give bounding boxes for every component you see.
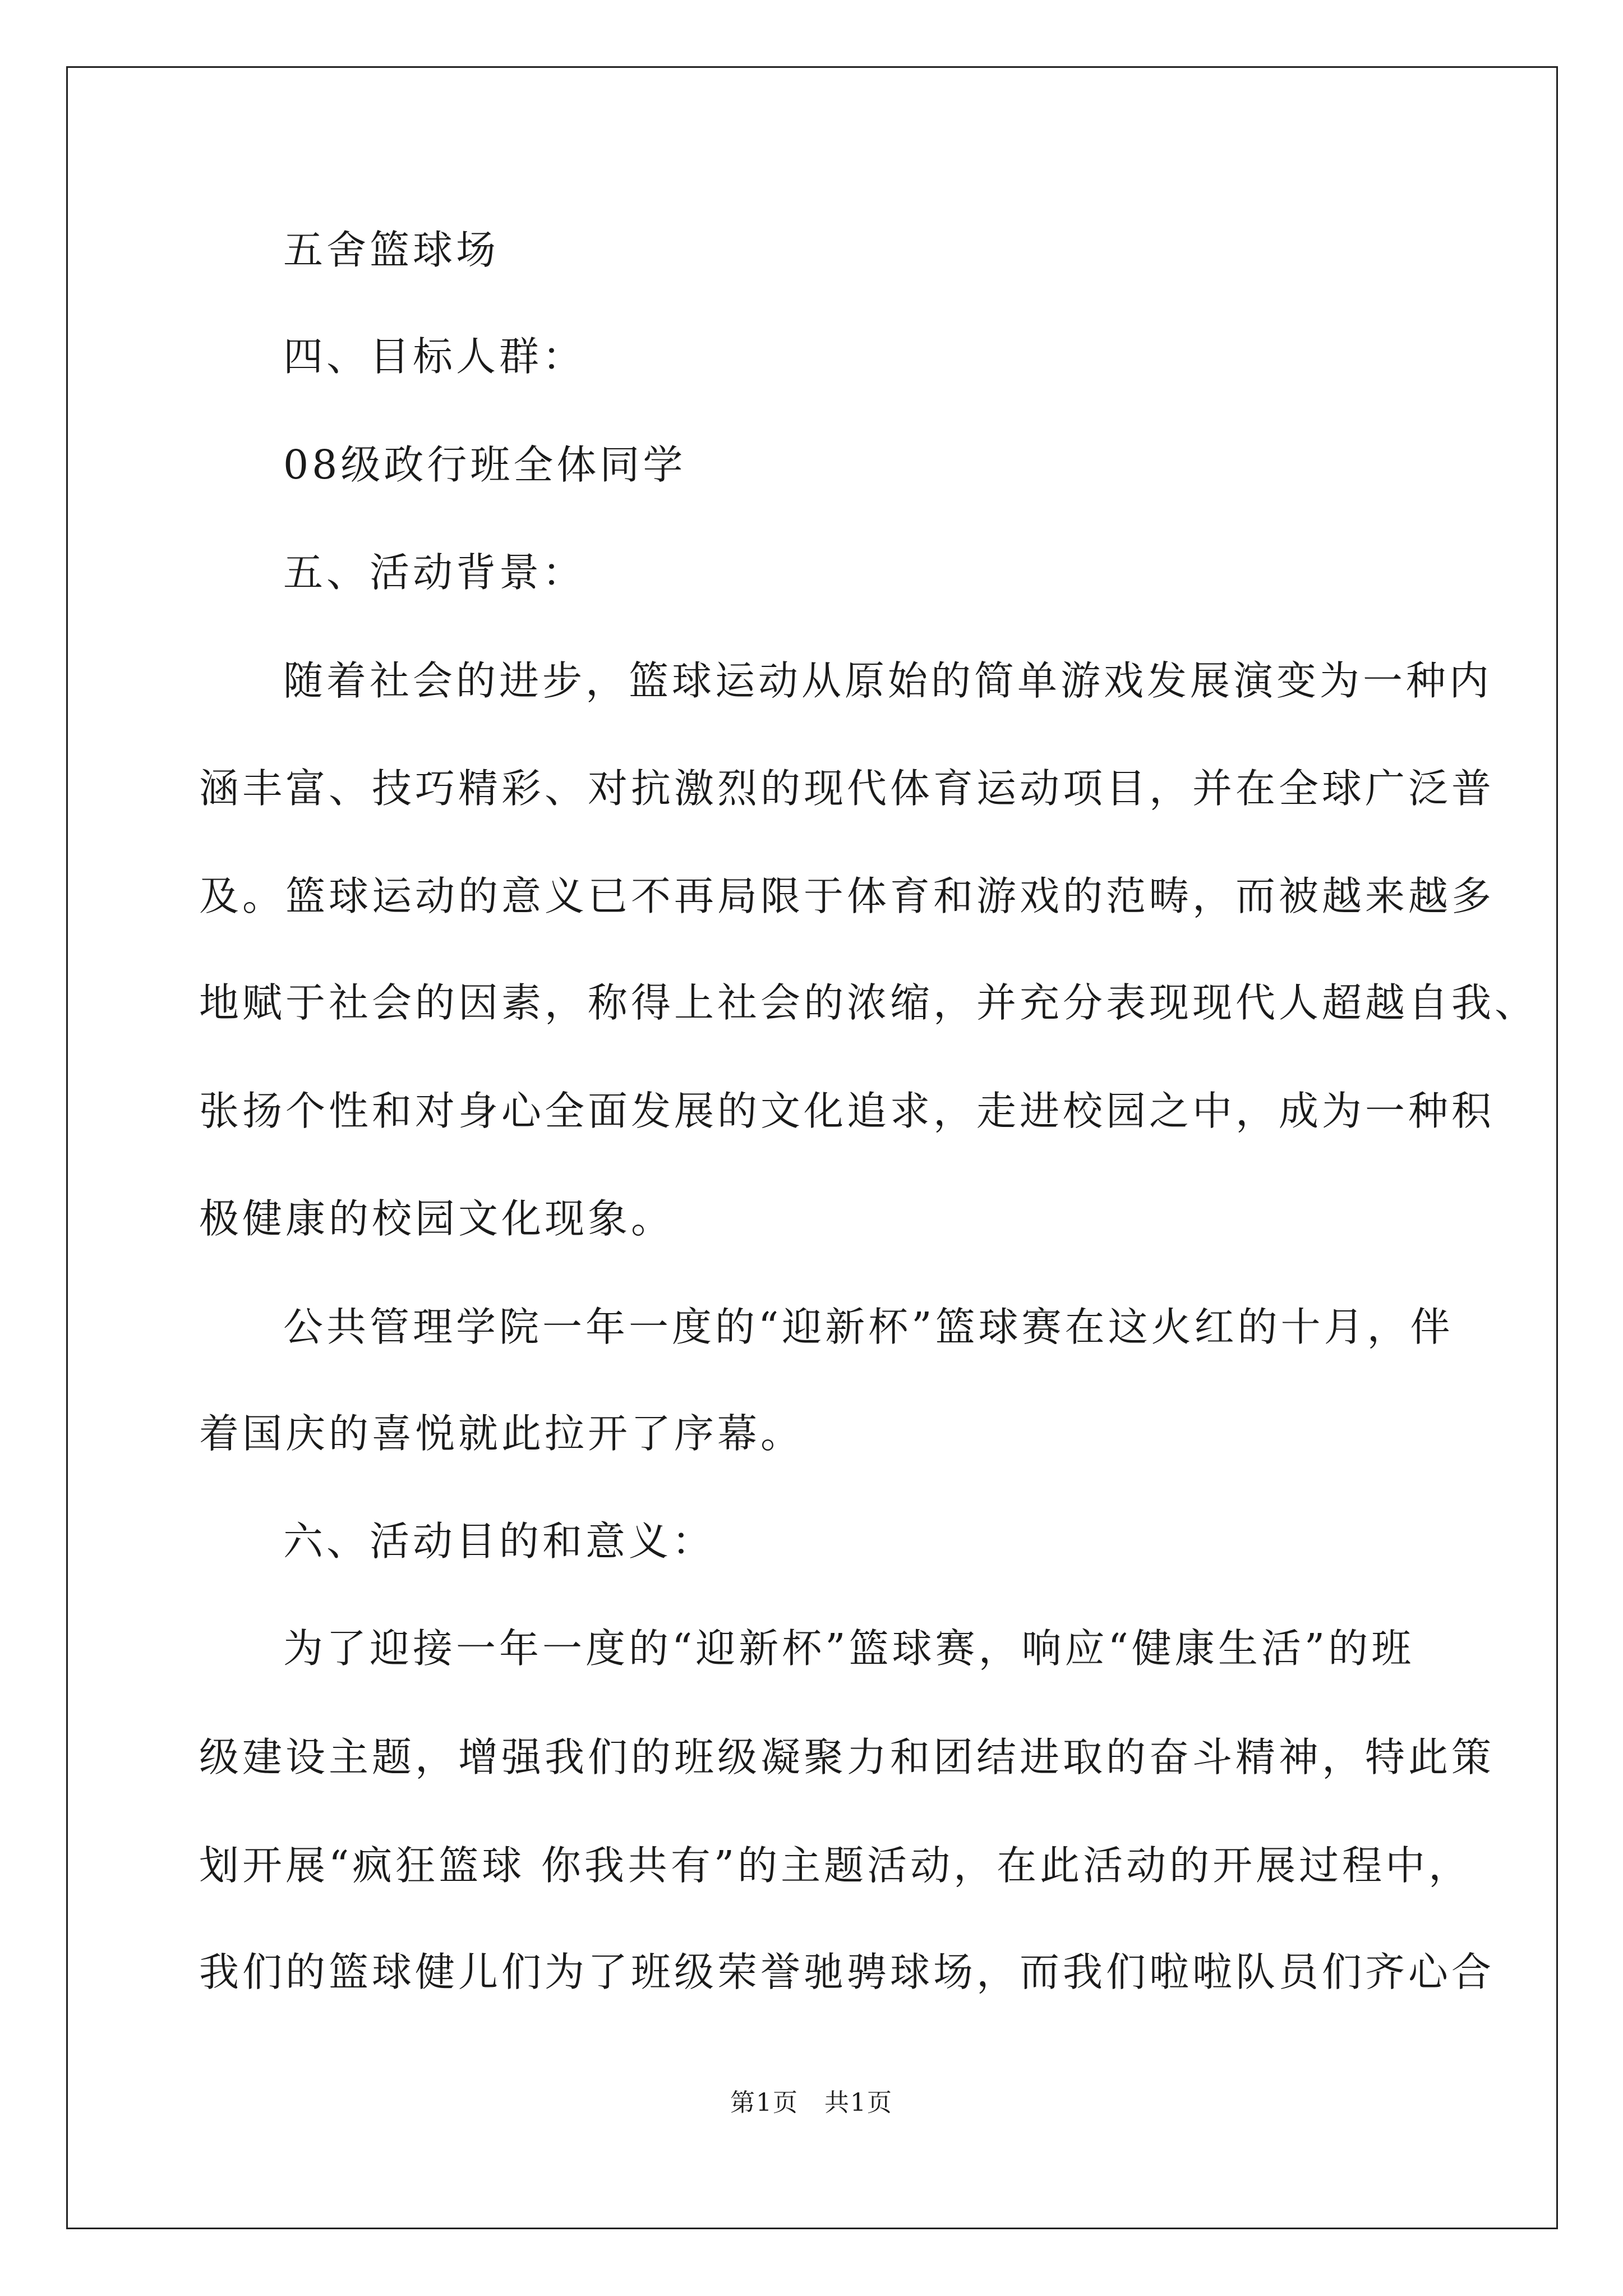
page-number-footer: 第1页 共1页 [730,2088,893,2117]
paragraph-line: 级建设主题，增强我们的班级凝聚力和团结进取的奋斗精神，特此策 [199,1734,1495,1780]
paragraph-line: 公共管理学院一年一度的“迎新杯”篮球赛在这火红的十月，伴 [283,1304,1454,1350]
paragraph-line: 涵丰富、技巧精彩、对抗激烈的现代体育运动项目，并在全球广泛普 [199,765,1495,812]
section-heading-target-group: 四、目标人群： [283,333,586,380]
paragraph-line: 我们的篮球健儿们为了班级荣誉驰骋球场，而我们啦啦队员们齐心合 [199,1949,1495,1995]
page-border [66,66,1558,2229]
section-heading-purpose: 六、活动目的和意义： [283,1518,716,1565]
paragraph-line: 地赋于社会的因素，称得上社会的浓缩，并充分表现现代人超越自我、 [199,979,1538,1026]
paragraph-line: 张扬个性和对身心全面发展的文化追求，走进校园之中，成为一种积 [199,1088,1495,1134]
paragraph-line: 为了迎接一年一度的“迎新杯”篮球赛，响应“健康生活”的班 [283,1625,1415,1672]
paragraph-line: 及。篮球运动的意义已不再局限于体育和游戏的范畴，而被越来越多 [199,873,1495,919]
paragraph-line: 着国庆的喜悦就此拉开了序幕。 [199,1410,804,1457]
venue-line: 五舍篮球场 [283,227,500,273]
paragraph-line: 划开展“疯狂篮球 你我共有”的主题活动，在此活动的开展过程中， [199,1842,1472,1889]
paragraph-line: 极健康的校园文化现象。 [199,1195,675,1242]
paragraph-line: 随着社会的进步，篮球运动从原始的简单游戏发展演变为一种内 [283,657,1493,704]
target-group-line: 08级政行班全体同学 [283,441,686,488]
section-heading-background: 五、活动背景： [283,549,586,596]
